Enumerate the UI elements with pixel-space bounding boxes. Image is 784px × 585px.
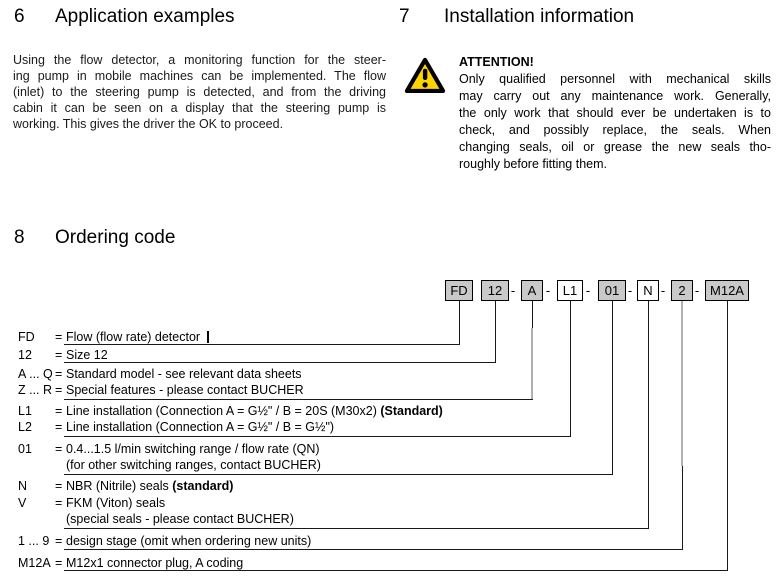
code-box-m12a: M12A	[705, 280, 749, 301]
row-line-01	[64, 474, 613, 475]
attention-line: the only work that should ever be undertaken is to	[459, 106, 771, 120]
ordering-row-19	[0, 534, 784, 549]
row-eq: =	[55, 348, 63, 362]
row-desc: 0.4...1.5 l/min switching range / flow rate (QN)	[66, 442, 320, 456]
row-desc: Line installation (Connection A = G½" / B = G½")	[66, 420, 335, 434]
row-desc	[66, 479, 233, 494]
row-desc: Special features - please contact BUCHER	[66, 383, 304, 397]
ordering-row-l1	[0, 404, 784, 419]
row-eq: =	[55, 367, 63, 381]
row-desc: design stage (omit when ordering new units)	[66, 534, 312, 548]
attention-line: changing seals, oil or grease the new seals tho-	[459, 140, 771, 154]
row-desc-text: NBR (Nitrile) seals	[66, 479, 173, 493]
row-code: N	[18, 479, 28, 493]
ordering-row-zr	[0, 383, 784, 398]
row-desc-bold: (Standard)	[380, 404, 443, 418]
row-eq: =	[55, 404, 63, 418]
section6-title: Application examples	[55, 6, 235, 27]
row-desc: M12x1 connector plug, A coding	[66, 556, 244, 570]
row-desc-continuation: (for other switching ranges, contact BUCHER)	[66, 458, 321, 472]
row-eq: =	[55, 556, 63, 570]
row-desc-bold: (standard)	[172, 479, 234, 493]
code-box-fd: FD	[445, 280, 473, 301]
row-desc: Standard model - see relevant data sheets	[66, 367, 302, 381]
row-eq: =	[55, 479, 63, 493]
section7-title: Installation information	[444, 6, 635, 27]
code-separator: -	[660, 283, 666, 298]
row-eq: =	[55, 330, 63, 344]
attention-line: may carry out any maintenance work. Generally,	[459, 89, 771, 103]
section7-number: 7	[399, 6, 410, 27]
paragraph-line: Using the flow detector, a monitoring function for the steer-	[13, 53, 386, 67]
connector-line-a	[532, 301, 533, 328]
code-box-01: 01	[598, 280, 626, 301]
row-code: 01	[18, 442, 32, 456]
row-code: A ... Q	[18, 367, 53, 381]
section8-number: 8	[14, 227, 25, 248]
row-desc: FKM (Viton) seals	[66, 496, 166, 510]
row-code: L1	[18, 404, 32, 418]
row-desc-text: Line installation (Connection A = G½" / B = 20S (M30x2)	[66, 404, 381, 418]
ordering-row-01-cont	[0, 458, 784, 473]
code-separator: -	[694, 283, 700, 298]
attention-block	[459, 54, 771, 173]
attention-title: ATTENTION!	[459, 55, 534, 69]
code-box-l1: L1	[557, 280, 583, 301]
code-box-a: A	[521, 280, 543, 301]
ordering-row-12	[0, 348, 784, 363]
code-box-12: 12	[481, 280, 509, 301]
ordering-row-v-cont	[0, 512, 784, 527]
ordering-row-aq	[0, 367, 784, 382]
section7-heading	[399, 6, 634, 28]
attention-line: roughly before fitting them.	[459, 157, 607, 171]
code-box-2: 2	[671, 280, 693, 301]
row-eq: =	[55, 442, 63, 456]
attention-line: Only qualified personnel with mechanical skills	[459, 72, 771, 86]
row-code: 1 ... 9	[18, 534, 50, 548]
row-code: Z ... R	[18, 383, 53, 397]
ordering-row-l2	[0, 420, 784, 435]
row-desc: Flow (flow rate) detector	[66, 330, 201, 344]
row-desc-continuation: (special seals - please contact BUCHER)	[66, 512, 294, 526]
ordering-row-01	[0, 442, 784, 457]
ordering-row-n	[0, 479, 784, 494]
row-code: V	[18, 496, 27, 510]
warning-triangle-icon	[404, 55, 446, 95]
section6-heading	[14, 6, 235, 28]
code-separator: -	[510, 283, 516, 298]
section8-title: Ordering code	[55, 227, 176, 248]
paragraph-line: working. This gives the driver the OK to proceed.	[13, 117, 284, 131]
row-desc: Size 12	[66, 348, 108, 362]
row-eq: =	[55, 496, 63, 510]
section6-paragraph	[13, 52, 386, 132]
row-code: 12	[18, 348, 32, 362]
row-eq: =	[55, 383, 63, 397]
row-line-l1	[64, 436, 571, 437]
paragraph-line: ing pump in mobile machines can be implemented. The flow	[13, 69, 386, 83]
row-code: FD	[18, 330, 35, 344]
code-separator: -	[585, 283, 591, 298]
attention-line: check, and possibly replace, the seals. When	[459, 123, 771, 137]
code-box-n: N	[637, 280, 659, 301]
row-line-n	[64, 528, 649, 529]
paragraph-line: cabin it can be seen on a display that the steering pump is	[13, 101, 386, 115]
row-line-a	[64, 399, 533, 400]
row-code: M12A	[18, 556, 51, 570]
warning-triangle-svg	[404, 55, 446, 95]
code-separator: -	[545, 283, 551, 298]
paragraph-line: (inlet) to the steering pump is detected, and from the driving	[13, 85, 386, 99]
row-eq: =	[55, 420, 63, 434]
row-desc	[66, 404, 443, 419]
row-line-19	[64, 549, 683, 550]
ordering-row-v	[0, 496, 784, 511]
ordering-row-fd	[0, 330, 784, 345]
row-code: L2	[18, 420, 32, 434]
row-eq: =	[55, 534, 63, 548]
code-separator: -	[627, 283, 633, 298]
ordering-row-m12a	[0, 556, 784, 571]
section8-heading	[14, 227, 175, 249]
section6-number: 6	[14, 6, 25, 27]
